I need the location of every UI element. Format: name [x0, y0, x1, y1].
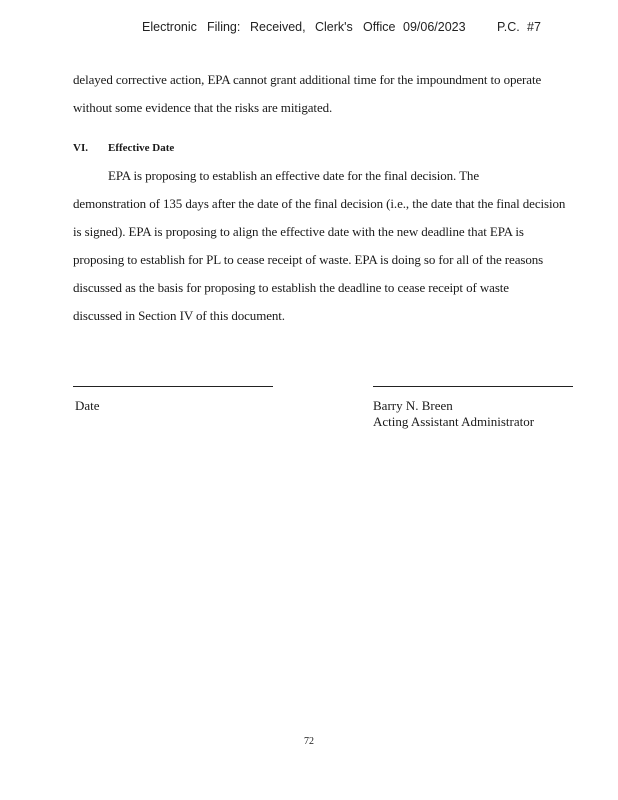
header-office: Office	[363, 20, 396, 34]
page-number: 72	[304, 736, 314, 747]
section-number: VI.	[73, 142, 88, 154]
header-number: #7	[527, 20, 541, 34]
header-date: 09/06/2023	[403, 20, 466, 34]
signer-name: Barry N. Breen	[373, 398, 453, 413]
header-clerks: Clerk's	[315, 20, 353, 34]
date-label: Date	[75, 398, 100, 413]
paragraph-line: discussed as the basis for proposing to establish the deadline to cease receipt of waste	[73, 280, 509, 295]
header-pc: P.C.	[497, 20, 520, 34]
section-title: Effective Date	[108, 142, 175, 154]
header-received: Received,	[250, 20, 306, 34]
signer-title: Acting Assistant Administrator	[373, 414, 535, 429]
paragraph-line: is signed). EPA is proposing to align the effective date with the new deadline that EPA is	[73, 224, 524, 239]
header-electronic: Electronic	[142, 20, 197, 34]
text-line: delayed corrective action, EPA cannot grant additional time for the impoundment to operate	[73, 72, 542, 87]
paragraph-line: EPA is proposing to establish an effective date for the final decision. The	[108, 168, 479, 183]
paragraph-line: discussed in Section IV of this document.	[73, 308, 285, 323]
text-line: without some evidence that the risks are mitigated.	[73, 100, 333, 115]
date-signature-line	[73, 386, 273, 387]
paragraph-line: proposing to establish for PL to cease receipt of waste. EPA is doing so for all of the reasons	[73, 252, 544, 267]
header-filing: Filing:	[207, 20, 241, 34]
paragraph-line: demonstration of 135 days after the date of the final decision (i.e., the date that the final decision	[73, 196, 566, 211]
name-signature-line	[373, 386, 573, 387]
